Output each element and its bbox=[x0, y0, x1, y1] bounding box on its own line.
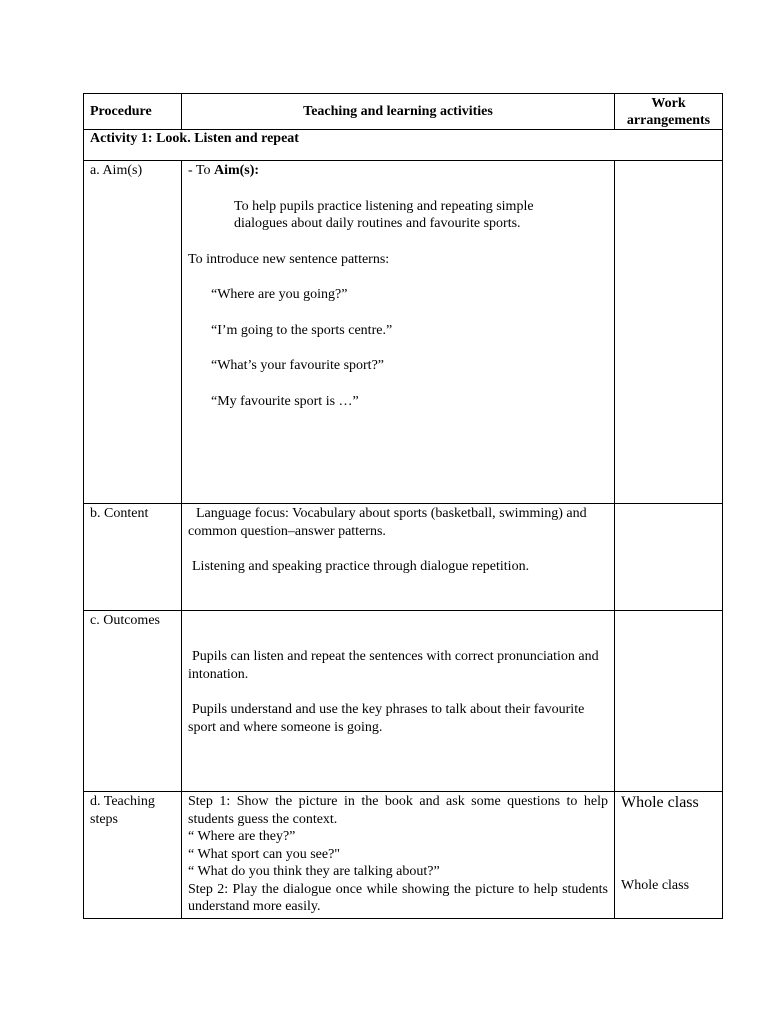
activity-title: Activity 1: Look. Listen and repeat bbox=[90, 131, 299, 146]
step-1: Step 1: Show the picture in the book and ask some questions to help students guess the context. bbox=[188, 794, 608, 827]
table-header-row bbox=[83, 93, 723, 130]
aims-work bbox=[615, 161, 722, 503]
content-row bbox=[83, 504, 723, 611]
aims-line-1: To help pupils practice listening and repeating simple bbox=[234, 198, 534, 214]
outcomes-label: c. Outcomes bbox=[84, 611, 182, 791]
pattern-3: “What’s your favourite sport?” bbox=[211, 358, 384, 373]
work-whole-class-1: Whole class bbox=[621, 794, 699, 811]
content-label: b. Content bbox=[84, 504, 182, 610]
pattern-2: “I’m going to the sports centre.” bbox=[211, 322, 393, 338]
step-2: Step 2: Play the dialogue once while showing the picture to help students understand more easily. bbox=[188, 881, 608, 914]
aims-intro: To introduce new sentence patterns: bbox=[188, 251, 390, 267]
steps-label: d. Teaching steps bbox=[84, 792, 182, 918]
lesson-plan-table bbox=[83, 93, 723, 919]
outcomes-p1: Pupils can listen and repeat the sentences with correct pronunciation and intonation. bbox=[188, 649, 599, 682]
outcomes-text bbox=[182, 611, 615, 791]
pattern-4: “My favourite sport is …” bbox=[211, 393, 359, 409]
outcomes-row bbox=[83, 611, 723, 792]
aims-content bbox=[182, 161, 615, 503]
question-3: “ What do you think they are talking about?” bbox=[188, 864, 440, 879]
outcomes-p2: Pupils understand and use the key phrases to talk about their favourite sport and where someone is going. bbox=[188, 702, 585, 735]
outcomes-work bbox=[615, 611, 722, 791]
steps-work bbox=[615, 792, 722, 918]
question-2: “ What sport can you see?" bbox=[188, 846, 341, 862]
content-p1: Language focus: Vocabulary about sports (basketball, swimming) and common question–answer patterns. bbox=[188, 506, 587, 539]
aims-label: a. Aim(s) bbox=[84, 161, 182, 503]
header-work-arrangements: Work arrangements bbox=[626, 95, 711, 128]
header-procedure: Procedure bbox=[84, 94, 182, 129]
content-text bbox=[182, 504, 615, 610]
activity-title-row bbox=[83, 130, 723, 161]
aims-line-2: dialogues about daily routines and favourite sports. bbox=[234, 216, 521, 231]
content-work bbox=[615, 504, 722, 610]
steps-row bbox=[83, 792, 723, 919]
question-1: “ Where are they?” bbox=[188, 829, 296, 844]
work-whole-class-2: Whole class bbox=[621, 877, 690, 893]
steps-text bbox=[182, 792, 615, 918]
aims-row bbox=[83, 161, 723, 504]
header-activities: Teaching and learning activities bbox=[182, 94, 615, 129]
content-p2: Listening and speaking practice through dialogue repetition. bbox=[192, 559, 530, 574]
aims-heading: - To Aim(s): bbox=[188, 163, 260, 178]
pattern-1: “Where are you going?” bbox=[211, 287, 348, 302]
